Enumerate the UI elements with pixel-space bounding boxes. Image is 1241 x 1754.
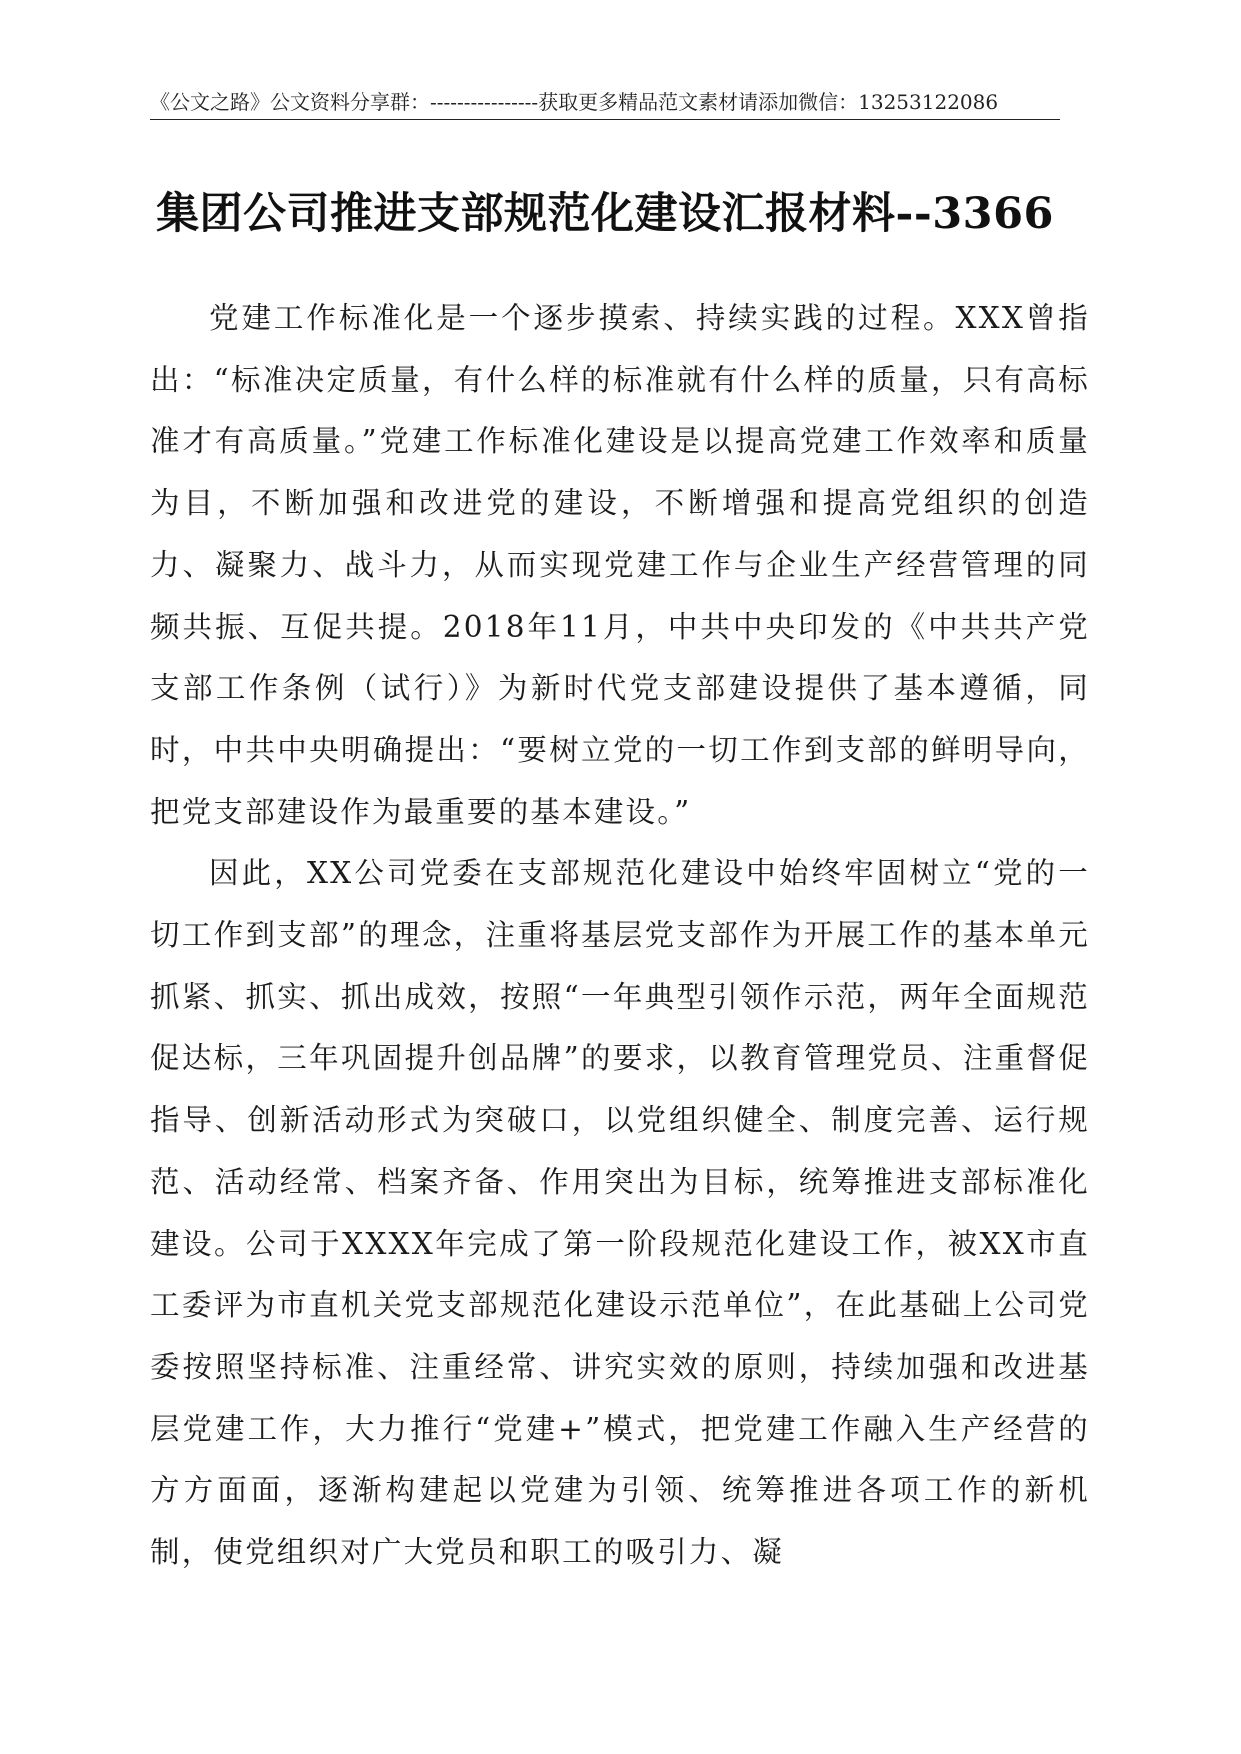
document-body	[150, 288, 1090, 1584]
header-rule	[150, 119, 1060, 120]
body-paragraph: 因此，XX公司党委在支部规范化建设中始终牢固树立“党的一切工作到支部”的理念，注重将基层党支部作为开展工作的基本单元抓紧、抓实、抓出成效，按照“一年典型引领作示范，两年全面规范促达标，三年巩固提升创品牌”的要求，以教育管理党员、注重督促指导、创新活动形式为突破口，以党组织健全、制度完善、运行规范、活动经常、档案齐备、作用突出为目标，统筹推进支部标准化建设。公司于XXXX年完成了第一阶段规范化建设工作，被XX市直工委评为市直机关党支部规范化建设示范单位”，在此基础上公司党委按照坚持标准、注重经常、讲究实效的原则，持续加强和改进基层党建工作，大力推行“党建+”模式，把党建工作融入生产经营的方方面面，逐渐构建起以党建为引领、统筹推进各项工作的新机制，使党组织对广大党员和职工的吸引力、凝	[150, 856, 1090, 1570]
document-title: 集团公司推进支部规范化建设汇报材料--3366	[156, 188, 1054, 239]
body-paragraph: 党建工作标准化是一个逐步摸索、持续实践的过程。XXX曾指出：“标准决定质量，有什么样的标准就有什么样的质量，只有高标准才有高质量。”党建工作标准化建设是以提高党建工作效率和质量为目，不断加强和改进党的建设，不断增强和提高党组织的创造力、凝聚力、战斗力，从而实现党建工作与企业生产经营管理的同频共振、互促共提。2018年11月，中共中央印发的《中共共产党支部工作条例（试行）》为新时代党支部建设提供了基本遵循，同时，中共中央明确提出：“要树立党的一切工作到支部的鲜明导向，把党支部建设作为最重要的基本建设。”	[150, 301, 1090, 829]
page-header: 《公文之路》公文资料分享群：----------------获取更多精品范文素材请添加微信：13253122086	[150, 90, 999, 114]
